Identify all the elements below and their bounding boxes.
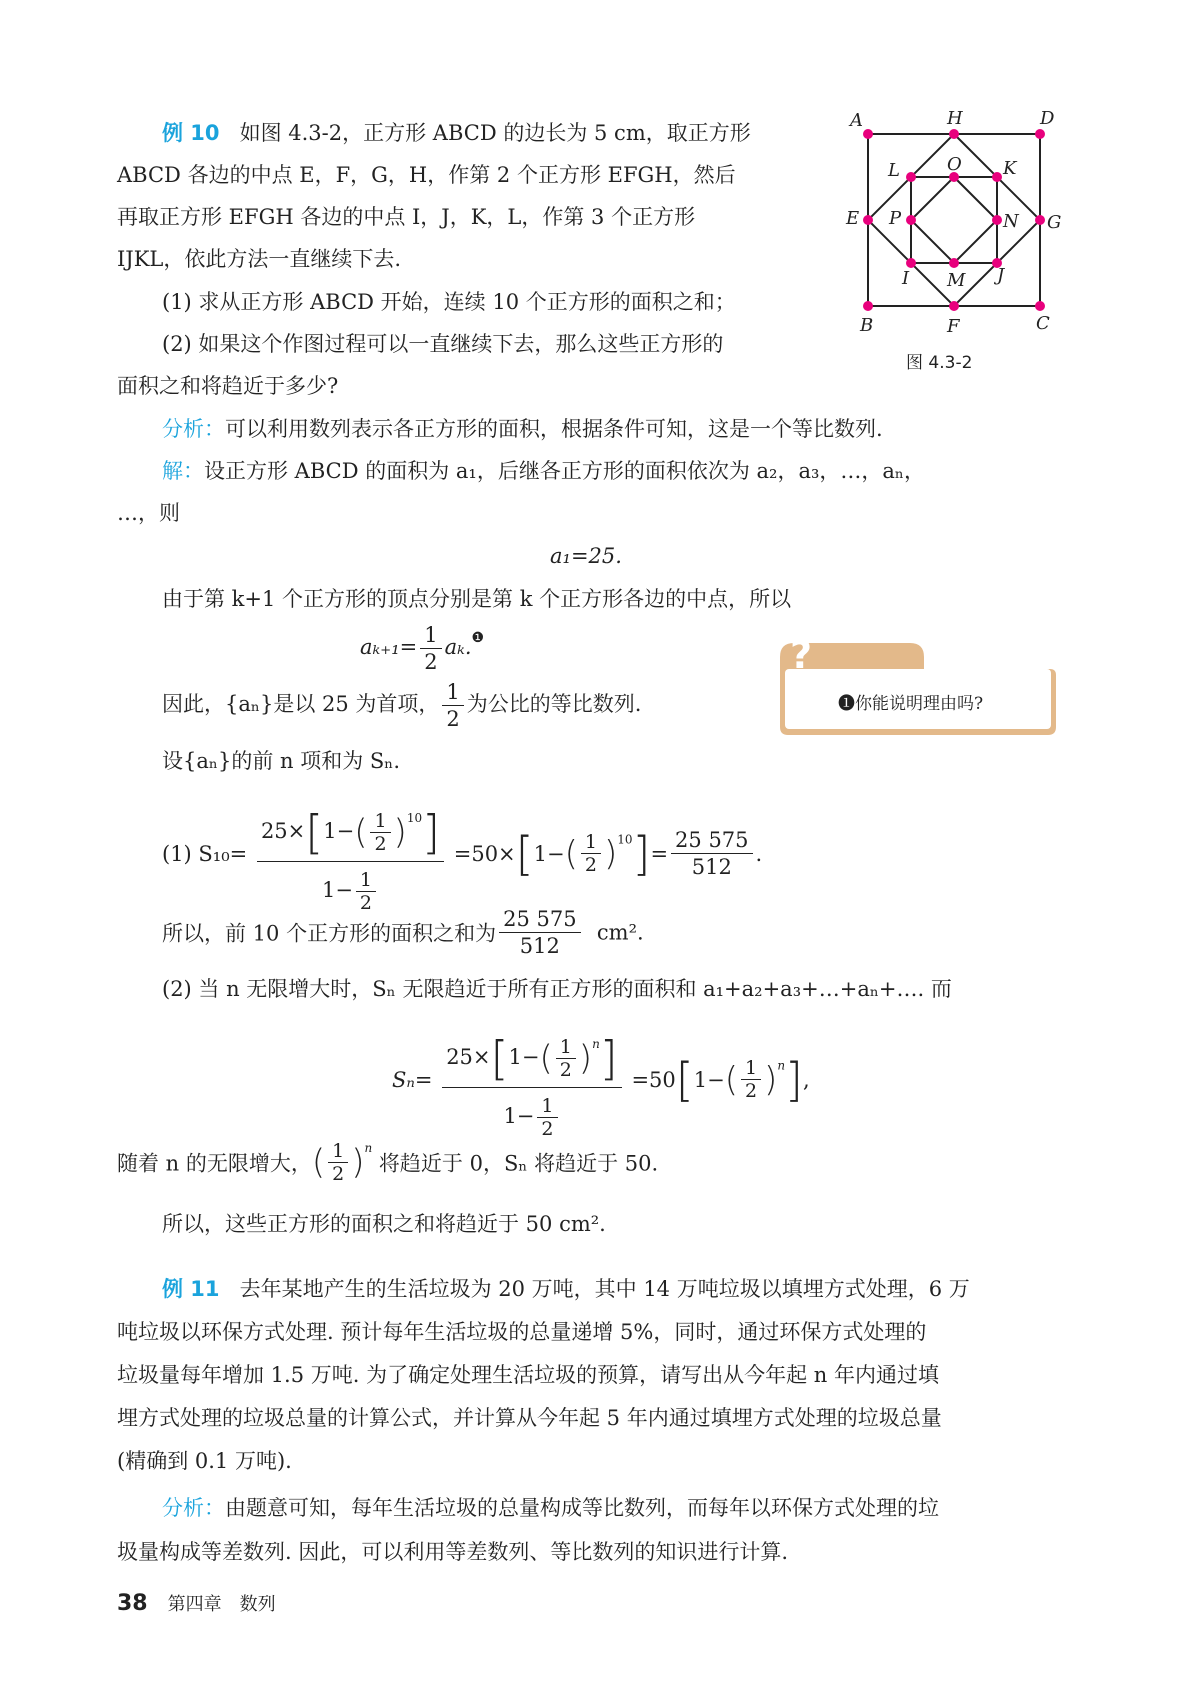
limit-half xyxy=(328,1140,348,1185)
formula-s10: (1) S₁₀= 25×[1−( $\frac{1}{2}$ )$^{10}$] 1− $\frac{1}{2}$ =50×[1−( $\frac{1}{2}$ )$^{10}$]= $\frac{25 575}{512}$ . xyxy=(162,790,762,918)
example10-line4: IJKL，依此方法一直继续下去. xyxy=(117,247,402,271)
limit-half-num: 1 xyxy=(332,1140,345,1162)
geometric-text-a: 因此，{aₙ}是以 25 为首项， xyxy=(162,692,440,716)
example10-line2: ABCD 各边的中点 E，F，G，H，作第 2 个正方形 EFGH，然后 xyxy=(117,163,736,187)
ratio-num: 1 xyxy=(446,680,460,704)
label-n: N xyxy=(1003,211,1019,232)
point-h xyxy=(949,129,959,139)
sn-eq50: =50 xyxy=(631,1067,676,1092)
fraction-den: 2 xyxy=(420,648,441,675)
point-f xyxy=(949,301,959,311)
sum10-den: 512 xyxy=(499,932,580,959)
sn-half xyxy=(556,1036,576,1081)
tip-box xyxy=(776,633,1058,739)
s10-eq50: =50× xyxy=(453,841,516,866)
fraction-num: 1 xyxy=(424,623,438,647)
s10-num-coef: 25× xyxy=(260,819,306,843)
point-m xyxy=(949,258,959,268)
s10-half2-den: 2 xyxy=(581,853,601,876)
point-i xyxy=(906,258,916,268)
s10-numerator: 25×[1−( $\frac{1}{2}$ )$^{10}$] xyxy=(260,805,441,860)
solution-line8: 随着 n 的无限增大，( $\frac{1}{2}$ )$^n$ 将趋近于 0，Sₙ 将趋近于 50. xyxy=(117,1140,659,1185)
label-i: I xyxy=(902,268,910,289)
sn-half2-num: 1 xyxy=(744,1057,758,1080)
label-k: K xyxy=(1003,158,1017,179)
sn-den-half-den: 2 xyxy=(537,1117,557,1140)
solution-line2: …，则 xyxy=(117,501,180,525)
s10-bracket-open: [ xyxy=(305,805,324,860)
label-e: E xyxy=(846,208,860,229)
sn-left: Sₙ= xyxy=(392,1067,433,1092)
fraction-half xyxy=(420,622,441,675)
point-d xyxy=(1035,129,1045,139)
limit-text-b: 将趋近于 0，Sₙ 将趋近于 50. xyxy=(378,1151,659,1176)
formula-sn: Sₙ= 25×[1−( $\frac{1}{2}$ )$^n$] 1− $\frac{1}{2}$ =50[1−( $\frac{1}{2}$ )$^n$], xyxy=(392,1016,810,1144)
point-g xyxy=(1035,215,1045,225)
recurrence-right: aₖ. xyxy=(444,635,472,659)
tip-question-icon: ? xyxy=(790,633,813,677)
s10-result-den: 512 xyxy=(671,853,752,880)
solution-label: 解： xyxy=(162,459,204,483)
label-c: C xyxy=(1036,313,1050,334)
s10-bracket2-open: [ xyxy=(515,826,534,881)
solution-text1: 设正方形 ABCD 的面积为 a₁，后继各正方形的面积依次为 a₂，a₃，…，aₙ， xyxy=(204,459,926,483)
ratio-den: 2 xyxy=(442,705,463,732)
point-c xyxy=(1035,301,1045,311)
label-h: H xyxy=(947,108,963,129)
sn-den-one-minus: 1− xyxy=(503,1103,535,1128)
analysis2-line1 xyxy=(162,1487,939,1530)
s10-bracket2-close: ] xyxy=(632,826,651,881)
label-p: P xyxy=(889,208,902,229)
sum10-num: 25 575 xyxy=(503,907,577,931)
point-e xyxy=(863,215,873,225)
example10-label: 例 10 xyxy=(162,121,220,145)
example10-line1 xyxy=(162,112,751,155)
analysis1-paragraph xyxy=(162,408,883,451)
example10-question2b: 面积之和将趋近于多少? xyxy=(117,374,339,398)
example10-text1: 如图 4.3-2，正方形 ABCD 的边长为 5 cm，取正方形 xyxy=(239,121,751,145)
s10-den-half-num: 1 xyxy=(359,868,373,891)
equation-recurrence xyxy=(360,622,484,675)
geometric-text-b: 为公比的等比数列. xyxy=(466,692,642,716)
sn-numerator: 25×[1−( $\frac{1}{2}$ )$^n$] xyxy=(446,1031,618,1086)
sn-exponent: n xyxy=(592,1037,600,1051)
s10-half2-num: 1 xyxy=(584,831,597,854)
sn-half-2 xyxy=(741,1057,761,1102)
example11-line2: 吨垃圾以环保方式处理. 预计每年生活垃圾的总量递增 5%，同时，通过环保方式处理的 xyxy=(117,1320,927,1344)
limit-text-a: 随着 n 的无限增大， xyxy=(117,1151,312,1176)
point-n xyxy=(992,215,1002,225)
fraction-ratio xyxy=(442,679,463,732)
s10-exponent: 10 xyxy=(406,811,423,825)
solution-line9: 所以，这些正方形的面积之和将趋近于 50 cm². xyxy=(162,1212,606,1236)
example11-line3: 垃圾量每年增加 1.5 万吨. 为了确定处理生活垃圾的预算，请写出从今年起 n 年内通过填 xyxy=(117,1363,939,1387)
analysis2-text1: 由题意可知，每年生活垃圾的总量构成等比数列，而每年以环保方式处理的垃 xyxy=(225,1496,939,1520)
sn-bracket2-open: [ xyxy=(675,1052,694,1107)
solution-line3: 由于第 k+1 个正方形的顶点分别是第 k 个正方形各边的中点，所以 xyxy=(162,587,792,611)
s10-result-num: 25 575 xyxy=(675,828,749,853)
point-b xyxy=(863,301,873,311)
s10-result xyxy=(671,827,752,880)
point-k xyxy=(992,172,1002,182)
example11-line4: 埋方式处理的垃圾总量的计算公式，并计算从今年起 5 年内通过填埋方式处理的垃圾总量 xyxy=(117,1406,942,1430)
sn-half-den: 2 xyxy=(556,1058,576,1081)
s10-half-den: 2 xyxy=(370,832,390,855)
s10-den-one-minus: 1− xyxy=(321,877,353,902)
limit-half-den: 2 xyxy=(328,1162,348,1185)
s10-one-minus-2: 1− xyxy=(533,841,565,866)
sn-denominator xyxy=(442,1087,622,1144)
page-footer xyxy=(117,1590,276,1616)
analysis2-line2: 圾量构成等差数列. 因此，可以利用等差数列、等比数列的知识进行计算. xyxy=(117,1540,789,1564)
page-number: 38 xyxy=(117,1591,148,1616)
example10-line3: 再取正方形 EFGH 各边的中点 I，J，K，L，作第 3 个正方形 xyxy=(117,205,696,229)
sn-num-coef: 25× xyxy=(446,1045,491,1069)
sum10-unit: cm². xyxy=(596,920,644,945)
sn-half-num: 1 xyxy=(559,1036,572,1058)
analysis2-label: 分析： xyxy=(162,1496,225,1520)
solution-line6 xyxy=(162,906,644,959)
point-l xyxy=(906,172,916,182)
sn-one-minus-2: 1− xyxy=(693,1067,725,1092)
note-marker-1: ❶ xyxy=(471,630,485,646)
label-m: M xyxy=(947,270,966,291)
recurrence-left: aₖ₊₁= xyxy=(360,635,418,659)
chapter-title: 第四章 数列 xyxy=(167,1594,276,1615)
sn-end: , xyxy=(803,1067,810,1092)
sum10-text: 所以，前 10 个正方形的面积之和为 xyxy=(162,921,497,946)
point-p xyxy=(906,215,916,225)
example10-question2a: (2) 如果这个作图过程可以一直继续下去，那么这些正方形的 xyxy=(162,332,724,356)
s10-half-2 xyxy=(581,831,601,876)
label-l: L xyxy=(888,160,900,181)
sn-den-half-num: 1 xyxy=(541,1094,554,1117)
label-o: O xyxy=(947,154,962,175)
tip-text: ❶你能说明理由吗? xyxy=(838,694,984,714)
sn-one-minus: 1− xyxy=(508,1045,540,1069)
solution-line5: 设{aₙ}的前 n 项和为 Sₙ. xyxy=(162,749,401,773)
example11-line1 xyxy=(162,1268,970,1311)
label-g: G xyxy=(1047,212,1062,233)
example10-question1: (1) 求从正方形 ABCD 开始，连续 10 个正方形的面积之和； xyxy=(162,290,736,314)
label-f: F xyxy=(947,316,960,337)
sum10-fraction xyxy=(499,906,580,959)
square-mnop xyxy=(911,177,997,263)
equation-a1: a₁=25. xyxy=(550,544,622,568)
limit-exponent: n xyxy=(364,1141,373,1155)
label-d: D xyxy=(1040,108,1055,129)
example11-label: 例 11 xyxy=(162,1277,220,1301)
s10-den-half-den: 2 xyxy=(356,891,376,914)
s10-big-fraction xyxy=(257,790,444,918)
solution-line7: (2) 当 n 无限增大时，Sₙ 无限趋近于所有正方形的面积和 a₁+a₂+a₃+…+aₙ+…. 而 xyxy=(162,977,952,1001)
s10-one-minus: 1− xyxy=(323,819,355,843)
figure-caption: 图 4.3-2 xyxy=(906,353,973,373)
s10-bracket-close: ] xyxy=(422,805,441,860)
s10-half xyxy=(370,810,390,855)
s10-exponent-2: 10 xyxy=(617,832,633,847)
sn-bracket-open: [ xyxy=(490,1031,509,1086)
s10-half-num: 1 xyxy=(374,810,387,832)
sn-exponent-2: n xyxy=(777,1058,786,1073)
example11-line5: (精确到 0.1 万吨). xyxy=(117,1449,292,1473)
analysis1-text: 可以利用数列表示各正方形的面积，根据条件可知，这是一个等比数列. xyxy=(225,417,883,441)
sn-bracket-close: ] xyxy=(599,1031,618,1086)
solution-line1 xyxy=(162,450,925,493)
point-a xyxy=(863,129,873,139)
label-b: B xyxy=(860,315,874,336)
nested-squares-diagram xyxy=(846,108,1066,338)
sn-bracket2-close: ] xyxy=(785,1052,803,1107)
s10-prefix: (1) S₁₀= xyxy=(162,841,248,866)
analysis1-label: 分析： xyxy=(162,417,225,441)
sn-den-half xyxy=(537,1095,557,1140)
sn-half2-den: 2 xyxy=(741,1079,761,1102)
label-j: J xyxy=(997,265,1005,286)
example11-text1: 去年某地产生的生活垃圾为 20 万吨，其中 14 万吨垃圾以填埋方式处理，6 万 xyxy=(239,1277,970,1301)
label-a: A xyxy=(850,110,863,131)
square-ijkl xyxy=(911,177,997,263)
sn-big-fraction xyxy=(442,1016,622,1144)
figure-nested-squares xyxy=(846,108,1066,338)
solution-line4 xyxy=(162,679,641,732)
